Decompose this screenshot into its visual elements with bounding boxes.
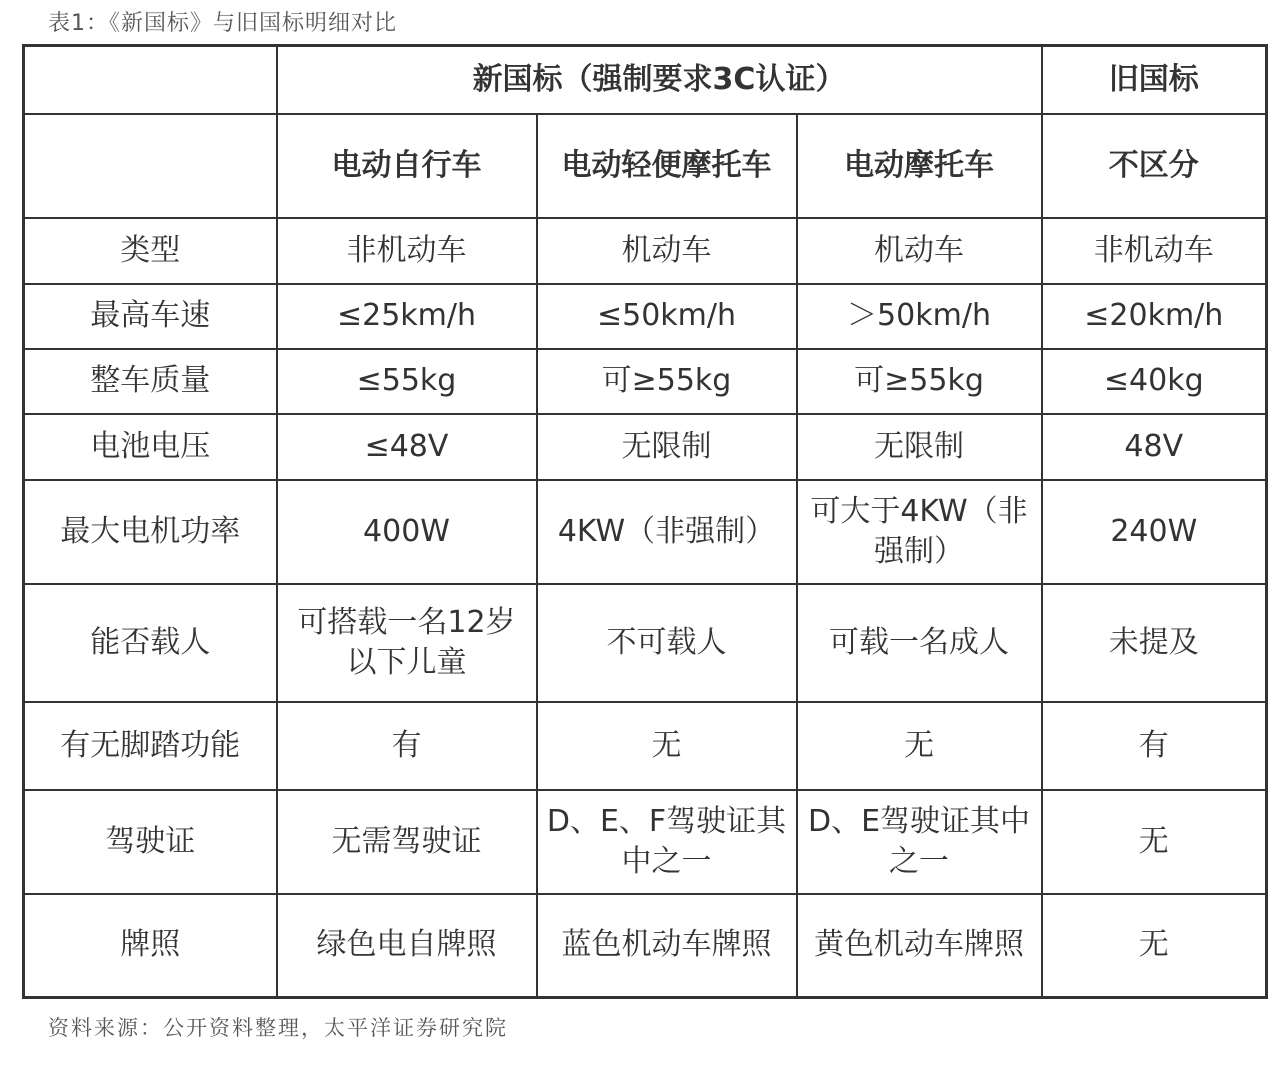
table-row <box>24 584 1267 702</box>
table-cell: 非机动车 <box>277 218 537 284</box>
table-row <box>24 414 1267 480</box>
table-cell: 蓝色机动车牌照 <box>537 894 797 998</box>
table-row <box>24 218 1267 284</box>
table-row <box>24 894 1267 998</box>
table-cell: 机动车 <box>797 218 1042 284</box>
column-header: 电动摩托车 <box>797 114 1042 218</box>
table-cell: 无 <box>797 702 1042 790</box>
table-row <box>24 790 1267 894</box>
table-cell: ≤50km/h <box>537 284 797 349</box>
table-cell: ≤20km/h <box>1042 284 1267 349</box>
table-row <box>24 284 1267 349</box>
table-cell: ≤25km/h <box>277 284 537 349</box>
table-cell: 240W <box>1042 480 1267 584</box>
table-cell: 无 <box>1042 894 1267 998</box>
table-cell: 无 <box>1042 790 1267 894</box>
row-label: 有无脚踏功能 <box>24 702 277 790</box>
column-header: 不区分 <box>1042 114 1267 218</box>
table-cell: 4KW（非强制） <box>537 480 797 584</box>
table-cell: 有 <box>1042 702 1267 790</box>
row-label: 最高车速 <box>24 284 277 349</box>
row-label: 类型 <box>24 218 277 284</box>
new-standard-header: 新国标（强制要求3C认证） <box>277 46 1042 114</box>
table-cell: 无需驾驶证 <box>277 790 537 894</box>
column-header: 电动轻便摩托车 <box>537 114 797 218</box>
table-cell: 无 <box>537 702 797 790</box>
table-cell: 非机动车 <box>1042 218 1267 284</box>
table-cell: 可大于4KW（非强制） <box>797 480 1042 584</box>
comparison-table <box>22 44 1268 999</box>
row-label: 驾驶证 <box>24 790 277 894</box>
table-cell: 机动车 <box>537 218 797 284</box>
empty-cell <box>24 114 277 218</box>
table-cell: 无限制 <box>537 414 797 480</box>
table-cell: 无限制 <box>797 414 1042 480</box>
table-cell: 绿色电自牌照 <box>277 894 537 998</box>
table-cell: 可≥55kg <box>797 349 1042 414</box>
table-row <box>24 114 1267 218</box>
table-cell: 有 <box>277 702 537 790</box>
row-label: 牌照 <box>24 894 277 998</box>
row-label: 能否载人 <box>24 584 277 702</box>
table-cell: D、E驾驶证其中之一 <box>797 790 1042 894</box>
table-row <box>24 702 1267 790</box>
table-cell: ＞50km/h <box>797 284 1042 349</box>
table-cell: 可≥55kg <box>537 349 797 414</box>
table-cell: 黄色机动车牌照 <box>797 894 1042 998</box>
table-cell: 可载一名成人 <box>797 584 1042 702</box>
source-note: 资料来源：公开资料整理，太平洋证券研究院 <box>48 1016 508 1040</box>
table-cell: 48V <box>1042 414 1267 480</box>
column-header: 电动自行车 <box>277 114 537 218</box>
row-label: 最大电机功率 <box>24 480 277 584</box>
table-cell: 未提及 <box>1042 584 1267 702</box>
table-cell: ≤55kg <box>277 349 537 414</box>
table-caption: 表1：《新国标》与旧国标明细对比 <box>48 11 397 36</box>
table-cell: ≤48V <box>277 414 537 480</box>
table-cell: 可搭载一名12岁以下儿童 <box>277 584 537 702</box>
row-label: 整车质量 <box>24 349 277 414</box>
table-row <box>24 46 1267 114</box>
table-cell: 不可载人 <box>537 584 797 702</box>
table-row <box>24 480 1267 584</box>
table-cell: ≤40kg <box>1042 349 1267 414</box>
old-standard-header: 旧国标 <box>1042 46 1267 114</box>
table-cell: 400W <box>277 480 537 584</box>
empty-corner-cell <box>24 46 277 114</box>
table-row <box>24 349 1267 414</box>
table-cell: D、E、F驾驶证其中之一 <box>537 790 797 894</box>
row-label: 电池电压 <box>24 414 277 480</box>
